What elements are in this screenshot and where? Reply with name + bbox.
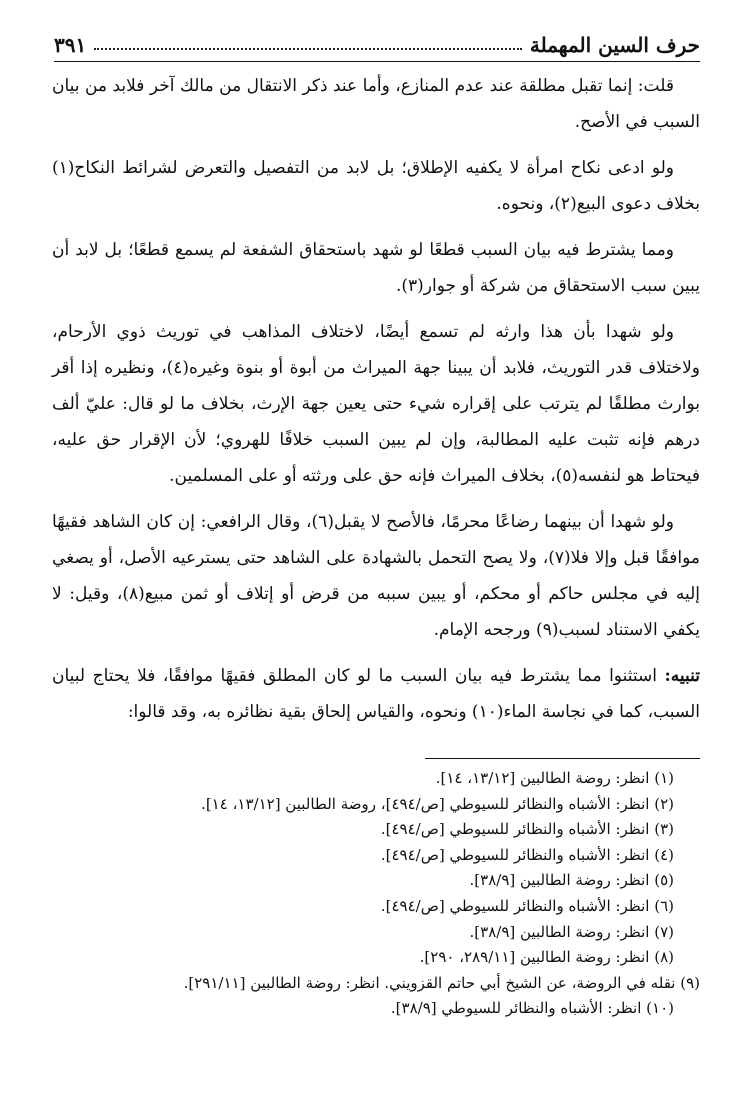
footnote: (١٠) انظر: الأشباه والنظائر للسيوطي [٣٨/٩]. bbox=[390, 999, 674, 1018]
paragraph: قلت: إنما تقبل مطلقة عند عدم المنازع، وأما عند ذكر الانتقال من مالك آخر فلابد من بيان السبب في الأصح. bbox=[52, 76, 700, 132]
footnote: (٢) انظر: الأشباه والنظائر للسيوطي [ص/٤٩٤]، روضة الطالبين [١٣/١٢، ١٤]. bbox=[201, 794, 674, 813]
footnote: (٣) انظر: الأشباه والنظائر للسيوطي [ص/٤٩٤]. bbox=[380, 820, 674, 839]
header-leader-dots bbox=[94, 47, 522, 50]
chapter-title: حرف السين المهملة bbox=[529, 33, 700, 57]
footnote: (٧) انظر: روضة الطالبين [٣٨/٩]. bbox=[469, 922, 674, 941]
note-label: تنبيه: bbox=[664, 666, 700, 686]
footnote: (٤) انظر: الأشباه والنظائر للسيوطي [ص/٤٩٤]. bbox=[380, 845, 674, 864]
page-header bbox=[54, 26, 700, 62]
page-number: ٣٩١ bbox=[54, 33, 87, 57]
footnotes bbox=[52, 766, 700, 1022]
paragraph: ولو شهدا أن بينهما رضاعًا محرمًا، فالأصح لا يقبل(٦)، وقال الرافعي: إن كان الشاهد فقيهًا موافقًا قبل وإلا فلا(٧)، ولا يصح التحمل بالشهادة على الشاهد حتى يسترعيه الأصل، أو يصغي إليه في مجلس حاكم أو محكم، أو يبين سببه من قرض أو إتلاف أو ثمن مبيع(٨)، وقيل: لا يكفي الاستناد لسبب(٩) ورجحه الإمام. bbox=[52, 512, 700, 640]
paragraph: ولو ادعى نكاح امرأة لا يكفيه الإطلاق؛ بل لابد من التفصيل والتعرض لشرائط النكاح(١) بخلاف دعوى البيع(٢)، ونحوه. bbox=[52, 158, 700, 214]
footnote-divider bbox=[425, 758, 700, 759]
footnote: (٩) نقله في الروضة، عن الشيخ أبي حاتم القزويني. انظر: روضة الطالبين [٢٩١/١١]. bbox=[183, 973, 700, 992]
footnote: (٥) انظر: روضة الطالبين [٣٨/٩]. bbox=[469, 871, 674, 890]
footnote: (٦) انظر: الأشباه والنظائر للسيوطي [ص/٤٩٤]. bbox=[380, 896, 674, 915]
main-text bbox=[52, 68, 700, 740]
paragraph: ومما يشترط فيه بيان السبب قطعًا لو شهد باستحقاق الشفعة لم يسمع قطعًا؛ بل لابد أن يبين سبب الاستحقاق من شركة أو جوار(٣). bbox=[52, 240, 700, 296]
note-paragraph bbox=[52, 658, 700, 730]
paragraph: ولو شهدا بأن هذا وارثه لم تسمع أيضًا، لاختلاف المذاهب في توريث ذوي الأرحام، ولاختلاف قدر التوريث، فلابد أن يبينا جهة الميراث من أبوة أو بنوة وغيره(٤)، ونظيره إذا أقر بوارث مطلقًا لم يترتب على إقراره شيء حتى يعين جهة الإرث، بخلاف ما لو قال: عليّ ألف درهم فإنه تثبت عليه المطالبة، وإن لم يبين السبب خلافًا للهروي؛ لأن الإقرار حق عليه، فيحتاط هو لنفسه(٥)، بخلاف الميراث فإنه حق على ورثته أو على المسلمين. bbox=[52, 322, 700, 486]
footnote: (١) انظر: روضة الطالبين [١٣/١٢، ١٤]. bbox=[435, 769, 674, 787]
note-text: استثنوا مما يشترط فيه بيان السبب ما لو كان المطلق فقيهًا موافقًا، فلا يحتاج لبيان السبب، كما في نجاسة الماء(١٠) ونحوه، والقياس إلحاق بقية نظائره به، وقد قالوا: bbox=[52, 666, 700, 722]
footnote: (٨) انظر: روضة الطالبين [٢٨٩/١١، ٢٩٠]. bbox=[419, 948, 674, 967]
